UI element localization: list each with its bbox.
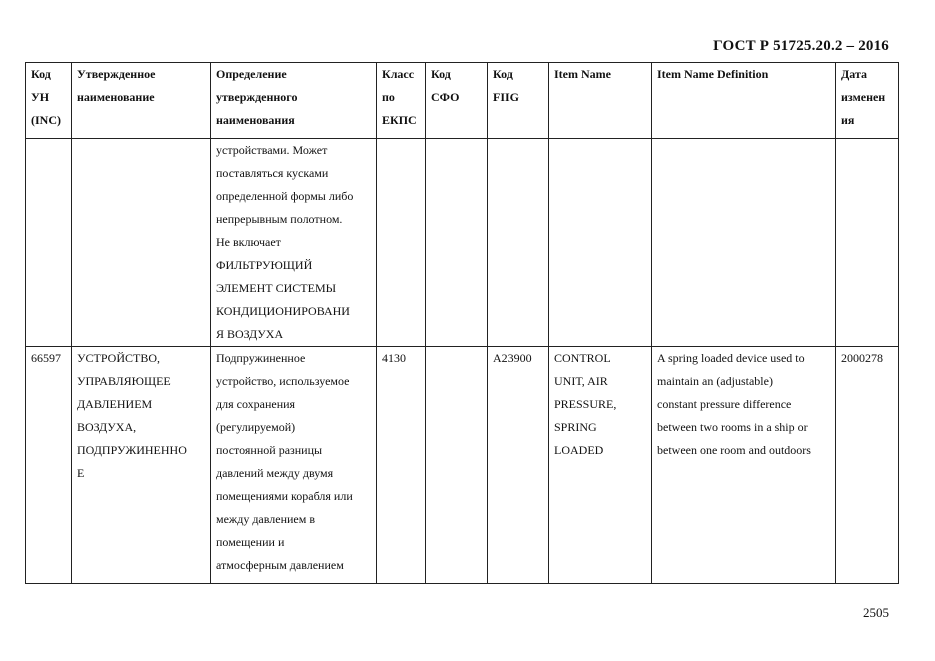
table-row-entry [26,347,899,584]
cell-item-name: CONTROL UNIT, AIR PRESSURE, SPRING LOADED [549,347,652,584]
cell-change-date [836,139,899,347]
cell-fiig-code: A23900 [488,347,549,584]
cell-fiig-code [488,139,549,347]
header-fiig-code: Код FIIG [488,63,549,139]
cell-ekps-class [377,139,426,347]
cell-ekps-class: 4130 [377,347,426,584]
cell-item-name [549,139,652,347]
cell-sfo-code [426,139,488,347]
cell-item-name-definition: A spring loaded device used to maintain an (adjustable) constant pressure difference between two rooms in a ship or between one room and outdoors [652,347,836,584]
cell-sfo-code [426,347,488,584]
cell-item-name-definition [652,139,836,347]
header-change-date: Дата изменен ия [836,63,899,139]
header-item-name: Item Name [549,63,652,139]
cell-inc-code [26,139,72,347]
classification-table [25,62,899,584]
cell-approved-name [72,139,211,347]
header-ekps-class: Класс по ЕКПС [377,63,426,139]
table-row-continuation [26,139,899,347]
page-number: 2505 [863,605,889,620]
header-approved-name: Утвержденное наименование [72,63,211,139]
cell-name-definition: устройствами. Может поставляться кусками определенной формы либо непрерывным полотном. Не включает ФИЛЬТРУЮЩИЙ ЭЛЕМЕНТ СИСТЕМЫ КОНДИЦИОНИРОВАНИ Я ВОЗДУХА [211,139,377,347]
header-item-name-definition: Item Name Definition [652,63,836,139]
cell-approved-name: УСТРОЙСТВО, УПРАВЛЯЮЩЕЕ ДАВЛЕНИЕМ ВОЗДУХА, ПОДПРУЖИНЕННО Е [72,347,211,584]
document-standard-number: ГОСТ Р 51725.20.2 – 2016 [713,38,889,54]
cell-name-definition: Подпружиненное устройство, используемое для сохранения (регулируемой) постоянной разницы давлений между двумя помещениями корабля или между давлением в помещении и атмосферным давлением [211,347,377,584]
cell-inc-code: 66597 [26,347,72,584]
table-header-row [26,63,899,139]
header-inc-code: Код УН (INC) [26,63,72,139]
header-name-definition: Определение утвержденного наименования [211,63,377,139]
header-sfo-code: Код СФО [426,63,488,139]
cell-change-date: 2000278 [836,347,899,584]
